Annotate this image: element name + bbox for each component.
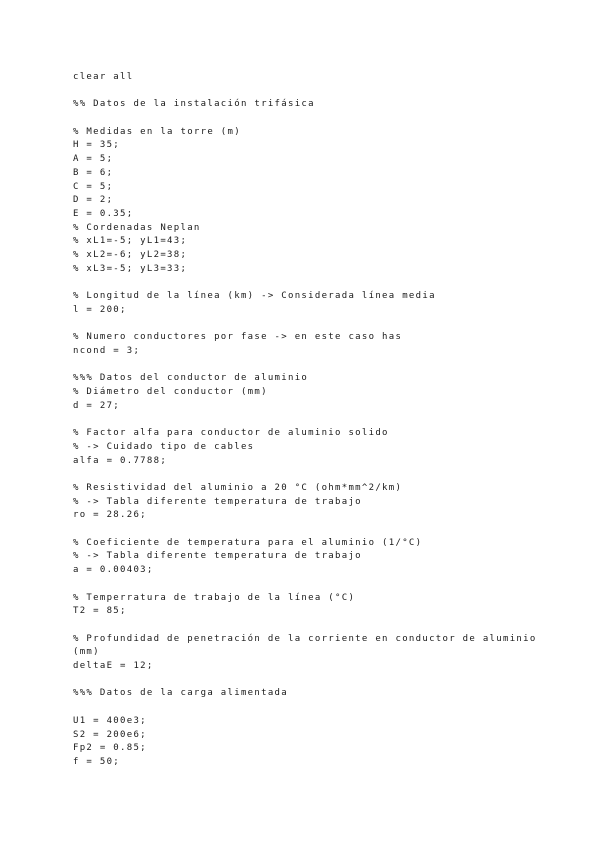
code-line: % Medidas en la torre (m) [73, 126, 241, 137]
blank-line [73, 578, 543, 592]
code-line: C = 5; [73, 181, 114, 192]
code-line: H = 35; [73, 140, 121, 151]
code-line: clear all [73, 72, 134, 82]
code-line: a = 0.00403; [73, 565, 154, 576]
blank-line [73, 85, 543, 99]
code-line: % -> Tabla diferente temperatura de trabajo [73, 551, 362, 562]
code-line: % xL1=-5; yL1=43; [73, 236, 188, 247]
blank-line [73, 619, 543, 633]
code-line: D = 2; [73, 195, 114, 206]
code-line: % Temperratura de trabajo de la línea (°C) [73, 592, 356, 603]
code-line: % -> Tabla diferente temperatura de trabajo [73, 496, 362, 507]
code-line: E = 0.35; [73, 209, 134, 219]
code-line: % xL3=-5; yL3=33; [73, 263, 188, 274]
code-line: f = 50; [73, 756, 121, 767]
blank-line [73, 468, 543, 482]
code-line: %%% Datos del conductor de aluminio [73, 373, 309, 384]
blank-line [73, 674, 543, 688]
code-line: % Diámetro del conductor (mm) [73, 387, 268, 398]
code-line: alfa = 0.7788; [73, 455, 168, 466]
code-line: ncond = 3; [73, 346, 141, 356]
code-line: % -> Cuidado tipo de cables [73, 441, 255, 452]
code-line: % Coeficiente de temperatura para el aluminio (1/°C) [73, 537, 423, 548]
code-line: Fp2 = 0.85; [73, 743, 147, 754]
code-line: %%% Datos de la carga alimentada [73, 688, 288, 699]
code-line: % Resistividad del aluminio a 20 °C (ohm*mm^2/km) [73, 482, 403, 493]
code-line: %% Datos de la instalación trifásica [73, 99, 315, 110]
code-line: l = 200; [73, 304, 127, 315]
code-line: A = 5; [73, 154, 114, 165]
blank-line [73, 359, 543, 373]
blank-line [73, 701, 543, 715]
code-line: deltaE = 12; [73, 661, 154, 672]
code-line: % Cordenadas Neplan [73, 222, 201, 233]
blank-line [73, 523, 543, 537]
code-line: % Longitud de la línea (km) -> Considerada línea media [73, 291, 436, 302]
blank-line [73, 112, 543, 126]
code-line: U1 = 400e3; [73, 715, 147, 726]
blank-line [73, 318, 543, 332]
code-line: % xL2=-6; yL2=38; [73, 250, 188, 261]
code-line: ro = 28.26; [73, 510, 147, 521]
blank-line [73, 414, 543, 428]
blank-line [73, 277, 543, 291]
code-line: T2 = 85; [73, 606, 127, 617]
code-line: S2 = 200e6; [73, 729, 147, 740]
code-line: % Profundidad de penetración de la corriente en conductor de aluminio [73, 633, 537, 644]
code-listing [73, 71, 543, 770]
code-line: % Factor alfa para conductor de aluminio solido [73, 428, 389, 439]
code-line: % Numero conductores por fase -> en este caso has [73, 332, 403, 343]
code-line: B = 6; [73, 167, 114, 178]
code-line: (mm) [73, 647, 100, 658]
code-line: d = 27; [73, 400, 121, 411]
